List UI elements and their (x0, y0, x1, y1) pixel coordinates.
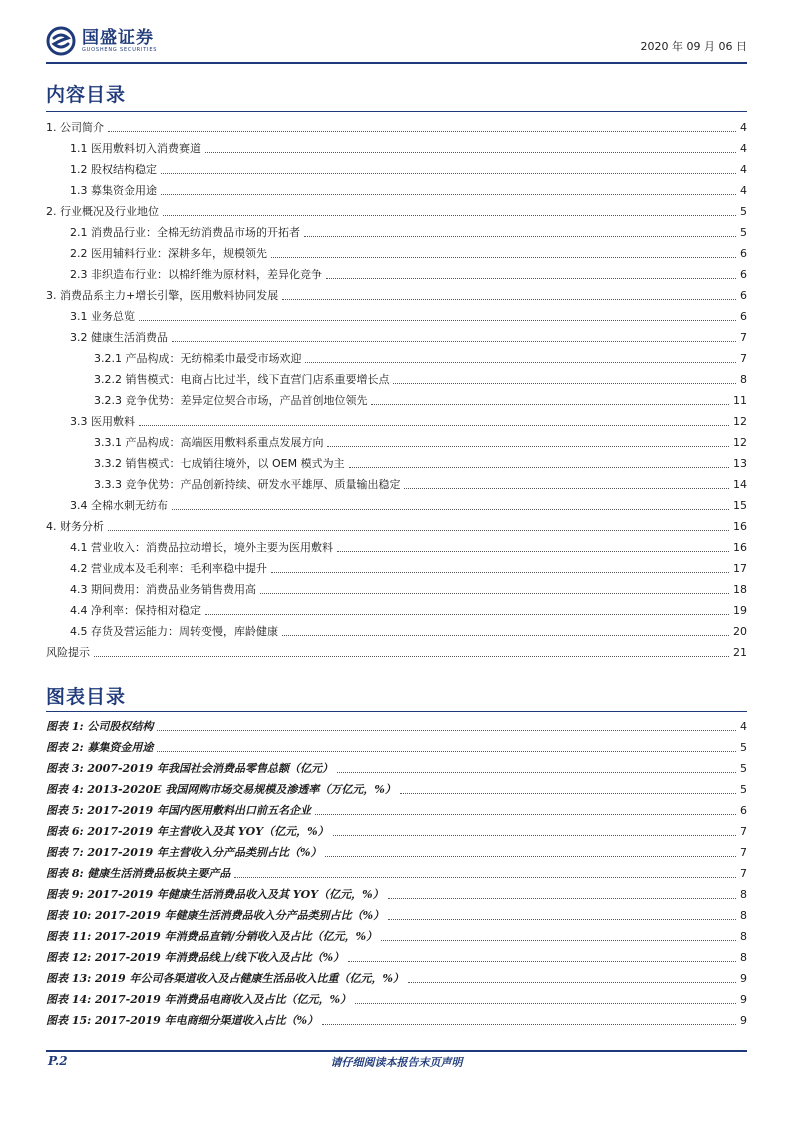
toc-entry[interactable]: 风险提示 21 (46, 646, 747, 659)
figure-entry[interactable]: 图表 4: 2013-2020E 我国网购市场交易规模及渗透率（万亿元，%） 5 (46, 783, 747, 796)
toc-entry[interactable]: 2. 行业概况及行业地位 5 (46, 205, 747, 218)
figure-entry[interactable]: 图表 13: 2019 年公司各渠道收入及占健康生活品收入比重（亿元，%） 9 (46, 972, 747, 985)
toc-entry[interactable]: 1.2 股权结构稳定 4 (70, 163, 747, 176)
toc-entry[interactable]: 1.3 募集资金用途 4 (70, 184, 747, 197)
figure-entry[interactable]: 图表 15: 2017-2019 年电商细分渠道收入占比（%） 9 (46, 1014, 747, 1027)
toc-entry[interactable]: 2.3 非织造布行业：以棉纤维为原材料，差异化竞争 6 (70, 268, 747, 281)
figure-entry[interactable]: 图表 7: 2017-2019 年主营收入分产品类别占比（%） 7 (46, 846, 747, 859)
figure-entry[interactable]: 图表 14: 2017-2019 年消费品电商收入及占比（亿元，%） 9 (46, 993, 747, 1006)
figure-entry[interactable]: 图表 8: 健康生活消费品板块主要产品 7 (46, 867, 747, 880)
toc-entry[interactable]: 3.3.3 竞争优势：产品创新持续、研发水平雄厚、质量输出稳定 14 (94, 478, 747, 491)
toc-entry[interactable]: 4. 财务分析 16 (46, 520, 747, 533)
figure-entry[interactable]: 图表 12: 2017-2019 年消费品线上/线下收入及占比（%） 8 (46, 951, 747, 964)
toc-entry[interactable]: 1.1 医用敷料切入消费赛道 4 (70, 142, 747, 155)
figure-entry[interactable]: 图表 1: 公司股权结构 4 (46, 720, 747, 733)
company-logo (46, 26, 157, 56)
figure-entry[interactable]: 图表 11: 2017-2019 年消费品直销/分销收入及占比（亿元，%） 8 (46, 930, 747, 943)
toc-entry[interactable]: 4.5 存货及营运能力：周转变慢，库龄健康 20 (70, 625, 747, 638)
figures-toc (46, 714, 747, 1034)
toc-entry[interactable]: 1. 公司简介 4 (46, 121, 747, 134)
toc-entry[interactable]: 3. 消费品系主力+增长引擎，医用敷料协同发展 6 (46, 289, 747, 302)
company-name-en: GUOSHENG SECURITIES (82, 46, 158, 53)
toc-entry[interactable]: 3.2 健康生活消费品 7 (70, 331, 747, 344)
figure-entry[interactable]: 图表 5: 2017-2019 年国内医用敷料出口前五名企业 6 (46, 804, 747, 817)
toc-entry[interactable]: 4.2 营业成本及毛利率：毛利率稳中提升 17 (70, 562, 747, 575)
toc-entry[interactable]: 3.1 业务总览 6 (70, 310, 747, 323)
page-header (46, 22, 747, 62)
figure-entry[interactable]: 图表 10: 2017-2019 年健康生活消费品收入分产品类别占比（%） 8 (46, 909, 747, 922)
disclaimer-note: 请仔细阅读本报告末页声明 (330, 1056, 463, 1069)
toc-entry[interactable]: 3.2.3 竞争优势：差异定位契合市场，产品首创地位领先 11 (94, 394, 747, 407)
header-divider (46, 62, 747, 64)
figures-title-rule (46, 711, 747, 712)
toc-entry[interactable]: 4.3 期间费用：消费品业务销售费用高 18 (70, 583, 747, 596)
figures-title: 图表目录 (46, 686, 127, 708)
page-number: P.2 (48, 1054, 68, 1068)
figure-entry[interactable]: 图表 6: 2017-2019 年主营收入及其 YOY（亿元，%） 7 (46, 825, 747, 838)
toc-entry[interactable]: 3.2.1 产品构成：无纺棉柔巾最受市场欢迎 7 (94, 352, 747, 365)
figure-entry[interactable]: 图表 3: 2007-2019 年我国社会消费品零售总额（亿元） 5 (46, 762, 747, 775)
toc-entry[interactable]: 3.3 医用敷料 12 (70, 415, 747, 428)
company-name-cn: 国盛证券 (82, 27, 154, 48)
toc-entry[interactable]: 4.1 营业收入：消费品拉动增长，境外主要为医用敷料 16 (70, 541, 747, 554)
toc-entry[interactable]: 3.4 全棉水刺无纺布 15 (70, 499, 747, 512)
toc-entry[interactable]: 2.2 医用辅料行业：深耕多年，规模领先 6 (70, 247, 747, 260)
toc-entry[interactable]: 4.4 净利率：保持相对稳定 19 (70, 604, 747, 617)
figure-entry[interactable]: 图表 2: 募集资金用途 5 (46, 741, 747, 754)
toc-title: 内容目录 (46, 84, 127, 106)
content-toc (46, 115, 747, 659)
figure-entry[interactable]: 图表 9: 2017-2019 年健康生活消费品收入及其 YOY（亿元，%） 8 (46, 888, 747, 901)
toc-entry[interactable]: 3.3.1 产品构成：高端医用敷料系重点发展方向 12 (94, 436, 747, 449)
toc-title-rule (46, 111, 747, 112)
report-date: 2020 年 09 月 06 日 (640, 40, 747, 53)
footer-divider (46, 1050, 747, 1052)
toc-entry[interactable]: 3.2.2 销售模式：电商占比过半，线下直营门店系重要增长点 8 (94, 373, 747, 386)
toc-entry[interactable]: 3.3.2 销售模式：七成销往境外，以 OEM 模式为主 13 (94, 457, 747, 470)
toc-entry[interactable]: 2.1 消费品行业：全棉无纺消费品市场的开拓者 5 (70, 226, 747, 239)
logo-mark-icon (46, 26, 76, 56)
